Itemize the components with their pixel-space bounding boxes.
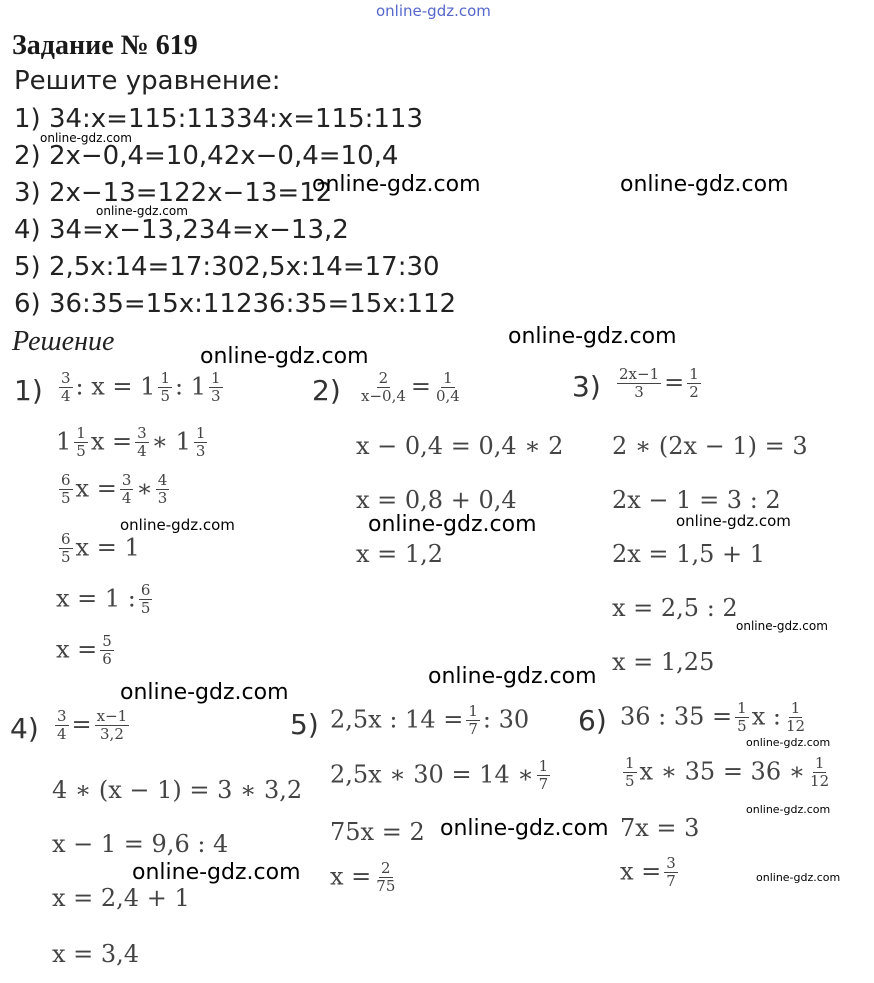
solution-5-line-3: 75x = 2 (330, 818, 425, 846)
solution-4-line-5: x = 3,4 (52, 940, 140, 968)
watermark: online-gdz.com (756, 871, 841, 884)
task-prompt: Решите уравнение: (14, 66, 281, 96)
solution-1-line-1: $\frac{3}{4}$ : x = 1 $\frac{1}{5}$ : 1 $\frac{1}{3}$ (61, 369, 221, 406)
watermark: online-gdz.com (746, 803, 831, 816)
watermark: online-gdz.com (40, 131, 132, 145)
watermark: online-gdz.com (120, 680, 289, 705)
watermark: online-gdz.com (368, 512, 537, 537)
watermark: online-gdz.com (676, 512, 791, 530)
watermark-top: online-gdz.com (376, 2, 491, 20)
solution-5-line-4: x = $\frac{2}{75}$ (330, 859, 396, 896)
task-line-6: 6) 36:35=15x:11236:35=15x:112 (14, 289, 457, 319)
solution-3-line-4: 2x = 1,5 + 1 (612, 540, 765, 568)
solution-4-line-1: $\frac{3}{4}$ = $\frac{x-1}{3,2}$ (57, 707, 128, 744)
solution-5-line-1: 2,5x : 14 = $\frac{1}{7}$ : 30 (330, 702, 530, 739)
solution-4-number: 4) (10, 712, 39, 745)
task-line-5: 5) 2,5x:14=17:302,5x:14=17:30 (14, 252, 440, 282)
watermark: online-gdz.com (428, 664, 597, 689)
solution-5-line-2: 2,5x ∗ 30 = 14 ∗ $\frac{1}{7}$ (330, 757, 549, 794)
solution-3-line-6: x = 1,25 (612, 648, 715, 676)
solution-6-line-4: x = $\frac{3}{7}$ (620, 854, 676, 891)
solution-6-line-2: $\frac{1}{5}$ x ∗ 35 = 36 ∗ $\frac{1}{12}$ (625, 754, 830, 791)
solution-1-line-4: $\frac{6}{5}$ x = 1 (61, 530, 140, 567)
solution-5-number: 5) (290, 708, 319, 741)
solution-2-number: 2) (312, 374, 341, 407)
watermark: online-gdz.com (312, 172, 481, 197)
solution-4-line-4: x = 2,4 + 1 (52, 884, 190, 912)
solution-2-line-2: x − 0,4 = 0,4 ∗ 2 (356, 432, 564, 460)
solution-1-number: 1) (14, 374, 43, 407)
solution-6-line-3: 7x = 3 (620, 814, 700, 842)
solution-heading: Решение (12, 326, 115, 357)
solution-3-line-3: 2x − 1 = 3 : 2 (612, 486, 781, 514)
solution-3-number: 3) (572, 370, 601, 403)
solution-6-number: 6) (578, 704, 607, 737)
watermark: online-gdz.com (120, 516, 235, 534)
solution-1-line-5: x = 1 : $\frac{6}{5}$ (56, 581, 151, 618)
task-line-1: 1) 34:x=115:11334:x=115:113 (14, 104, 424, 134)
solution-3-line-2: 2 ∗ (2x − 1) = 3 (612, 432, 808, 460)
task-title: Задание № 619 (12, 30, 198, 61)
solution-4-line-2: 4 ∗ (x − 1) = 3 ∗ 3,2 (52, 776, 303, 804)
solution-4-line-3: x − 1 = 9,6 : 4 (52, 830, 229, 858)
solution-2-line-4: x = 1,2 (356, 540, 444, 568)
solution-2-line-1: $\frac{2}{x-0,4}$ = $\frac{1}{0,4}$ (361, 369, 460, 406)
watermark: online-gdz.com (132, 860, 301, 885)
task-line-4: 4) 34=x−13,234=x−13,2 (14, 215, 349, 245)
watermark: online-gdz.com (746, 736, 831, 749)
watermark: online-gdz.com (96, 204, 188, 218)
solution-1-line-6: x = $\frac{5}{6}$ (56, 632, 112, 669)
watermark: online-gdz.com (200, 344, 369, 369)
solution-3-line-5: x = 2,5 : 2 (612, 594, 738, 622)
solution-6-line-1: 36 : 35 = $\frac{1}{5}$ x : $\frac{1}{12}$ (620, 699, 806, 736)
watermark: online-gdz.com (440, 816, 609, 841)
watermark: online-gdz.com (736, 619, 828, 633)
solution-1-line-2: 1 $\frac{1}{5}$ x = $\frac{3}{4}$ ∗ 1 $\frac{1}{3}$ (56, 424, 206, 461)
solution-1-line-3: $\frac{6}{5}$ x = $\frac{3}{4}$ ∗ $\frac{4}{3}$ (61, 471, 168, 508)
task-line-3: 3) 2x−13=122x−13=12 (14, 178, 333, 208)
task-line-2: 2) 2x−0,4=10,42x−0,4=10,4 (14, 141, 399, 171)
watermark: online-gdz.com (620, 172, 789, 197)
solution-2-line-3: x = 0,8 + 0,4 (356, 486, 517, 514)
solution-3-line-1: $\frac{2x-1}{3}$ = $\frac{1}{2}$ (619, 365, 699, 402)
watermark: online-gdz.com (508, 324, 677, 349)
